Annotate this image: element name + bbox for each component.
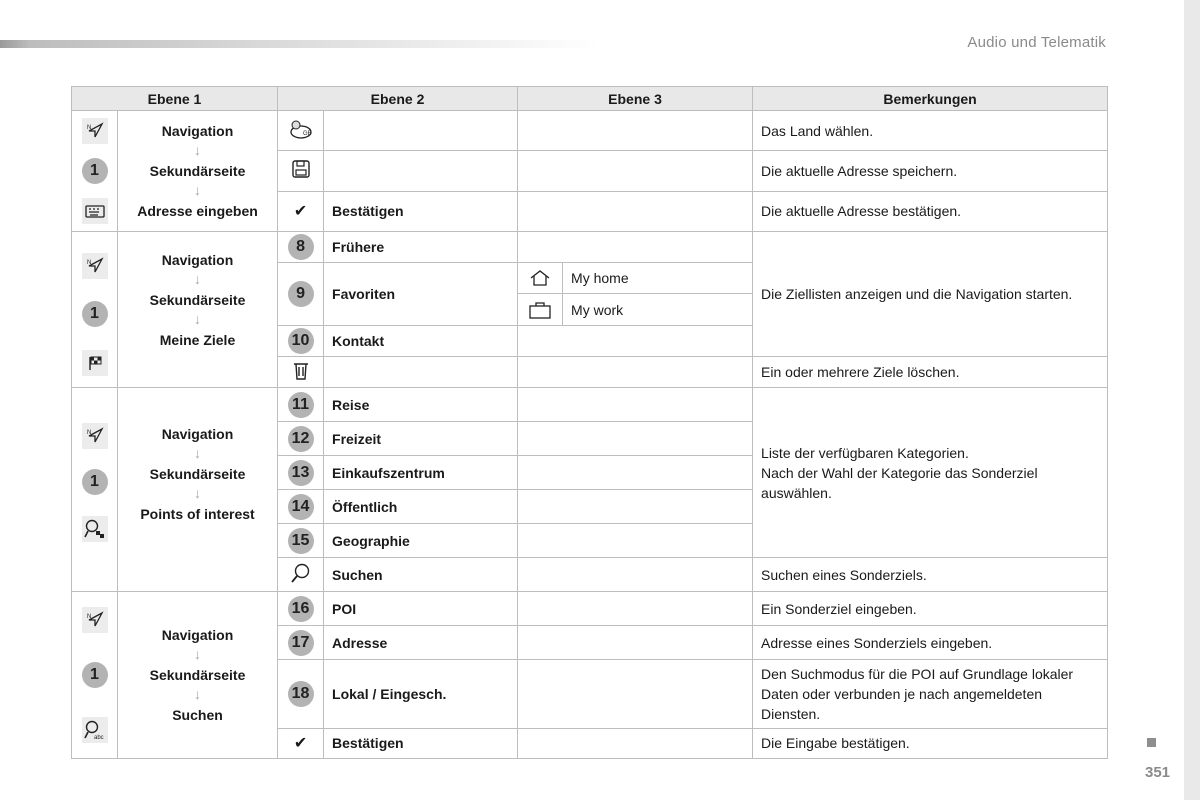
arrow-down-icon: ↓: [194, 181, 201, 198]
list-item: [518, 263, 752, 294]
remark-cell: [753, 388, 1108, 558]
poi-search-icon: [82, 516, 108, 542]
level2-number-cell: [278, 263, 324, 326]
remark-cell: Das Land wählen.: [753, 111, 1108, 151]
level2-number-cell: [278, 592, 324, 626]
level2-icon-cell: [278, 191, 324, 231]
badge-1: 1: [82, 469, 108, 495]
level3-cell: [518, 660, 753, 728]
svg-text:N: N: [86, 260, 91, 267]
badge-number: 16: [288, 596, 314, 622]
keyboard-icon: [82, 198, 108, 224]
level2-icon-cell: [278, 151, 324, 191]
home-icon: [518, 263, 563, 294]
badge-number: 12: [288, 426, 314, 452]
level1-navigation: Navigation: [161, 122, 234, 139]
remark-cell: Den Suchmodus für die POI auf Grundlage lokaler Daten oder verbunden je nach angemeldeten Diensten.: [753, 660, 1108, 728]
remark-cell: Die Eingabe bestätigen.: [753, 728, 1108, 758]
level3-cell: [518, 151, 753, 191]
level2-number-cell: [278, 626, 324, 660]
page-number: 351: [1145, 764, 1171, 781]
section-title: Audio und Telematik: [967, 34, 1106, 51]
table-row: [72, 388, 1108, 422]
level2-label: Freizeit: [324, 422, 518, 456]
table-row: [72, 232, 1108, 263]
badge-number: 10: [288, 328, 314, 354]
level1-icons: [72, 111, 118, 232]
svg-text:N: N: [86, 125, 91, 131]
level1-sekundaerseite: Sekundärseite: [149, 162, 246, 179]
level2-label: [324, 357, 518, 388]
navigation-arrow-icon: [82, 423, 108, 449]
menu-table: [71, 86, 1108, 759]
svg-text:GB: GB: [302, 131, 312, 138]
header-ebene-3: Ebene 3: [518, 87, 753, 111]
check-icon: ✔: [293, 735, 308, 753]
level1-navigation: Navigation: [161, 426, 234, 442]
navigation-arrow-icon: [82, 253, 108, 279]
level1-path: [118, 111, 278, 232]
svg-text:N: N: [86, 613, 91, 620]
svg-text:N: N: [86, 429, 91, 436]
level1-navigation: Navigation: [161, 252, 234, 268]
remark-line: Liste der verfügbaren Kategorien.: [761, 444, 969, 461]
level3-cell: [518, 490, 753, 524]
badge-1: 1: [82, 662, 108, 688]
level2-number-cell: [278, 660, 324, 728]
level1-path: [118, 232, 278, 388]
remark-cell: Die Ziellisten anzeigen und die Navigation starten.: [753, 232, 1108, 357]
remark-cell: Adresse eines Sonderziels eingeben.: [753, 626, 1108, 660]
level2-label: Geographie: [324, 524, 518, 558]
table-header-row: [72, 87, 1108, 111]
level2-label: POI: [324, 592, 518, 626]
level2-icon-cell: [278, 558, 324, 592]
remark-cell: Ein oder mehrere Ziele löschen.: [753, 357, 1108, 388]
level3-cell: [518, 592, 753, 626]
text-search-icon: [82, 717, 108, 743]
level1-sekundaerseite: Sekundärseite: [149, 666, 246, 683]
arrow-down-icon: ↓: [194, 645, 201, 662]
level2-number-cell: [278, 232, 324, 263]
level1-icons: [72, 232, 118, 388]
level2-number-cell: [278, 422, 324, 456]
level2-label: Einkaufszentrum: [324, 456, 518, 490]
arrow-down-icon: ↓: [194, 445, 201, 461]
badge-number: 11: [288, 392, 314, 418]
level2-label: Frühere: [324, 232, 518, 263]
level1-target: Adresse eingeben: [137, 202, 258, 219]
flag-icon: [82, 350, 108, 376]
list-item: [518, 294, 752, 325]
level2-label: Reise: [324, 388, 518, 422]
badge-number: 17: [288, 630, 314, 656]
level3-cell: [518, 357, 753, 388]
level1-navigation: Navigation: [161, 626, 234, 643]
briefcase-icon: [518, 294, 563, 325]
badge-number: 14: [288, 494, 314, 520]
remark-line: Nach der Wahl der Kategorie das Sonderziel auswählen.: [761, 464, 1038, 501]
arrow-down-icon: ↓: [194, 311, 201, 327]
table-row: [72, 592, 1108, 626]
arrow-down-icon: ↓: [194, 271, 201, 287]
header-ebene-1: Ebene 1: [72, 87, 278, 111]
level3-cell: [518, 388, 753, 422]
badge-1: 1: [82, 158, 108, 184]
level1-icons: [72, 592, 118, 759]
level2-number-cell: [278, 456, 324, 490]
level3-cell: [518, 728, 753, 758]
globe-flag-icon: [288, 118, 314, 140]
remark-cell: Suchen eines Sonderziels.: [753, 558, 1108, 592]
level2-label: [324, 151, 518, 191]
level2-number-cell: [278, 524, 324, 558]
remark-cell: Ein Sonderziel eingeben.: [753, 592, 1108, 626]
level2-number-cell: [278, 326, 324, 357]
level3-cell: [518, 232, 753, 263]
edge-strip: [1184, 0, 1200, 800]
remark-cell: Die aktuelle Adresse bestätigen.: [753, 191, 1108, 231]
table-row: [72, 111, 1108, 151]
level1-target: Suchen: [172, 706, 223, 723]
header-ebene-2: Ebene 2: [278, 87, 518, 111]
level1-path: [118, 592, 278, 759]
navigation-arrow-icon: [82, 607, 108, 633]
header-rule: [0, 40, 600, 48]
arrow-down-icon: ↓: [194, 141, 201, 158]
level3-cell: [518, 456, 753, 490]
svg-text:abc: abc: [93, 735, 104, 742]
level1-target: Meine Ziele: [159, 332, 236, 348]
badge-1: 1: [82, 301, 108, 327]
level3-cell: [518, 626, 753, 660]
level3-cell: [518, 558, 753, 592]
level2-number-cell: [278, 388, 324, 422]
level3-cell: [518, 524, 753, 558]
level3-cell: [518, 422, 753, 456]
trash-icon: [292, 361, 310, 381]
level3-cell: [518, 111, 753, 151]
favorite-work-label: My work: [571, 301, 624, 318]
badge-number: 15: [288, 528, 314, 554]
navigation-arrow-icon: [82, 118, 108, 144]
remark-cell: Die aktuelle Adresse speichern.: [753, 151, 1108, 191]
level3-cell: [518, 326, 753, 357]
arrow-down-icon: ↓: [194, 485, 201, 501]
level1-icons: [72, 388, 118, 592]
level1-target: Points of interest: [140, 506, 255, 522]
badge-number: 18: [288, 681, 314, 707]
page-marker: [1147, 738, 1156, 747]
search-icon: [290, 562, 312, 584]
arrow-down-icon: ↓: [194, 685, 201, 702]
level2-label: [324, 111, 518, 151]
header-bemerkungen: Bemerkungen: [753, 87, 1108, 111]
level2-label: Suchen: [324, 558, 518, 592]
level2-label: Kontakt: [324, 326, 518, 357]
level2-label: Lokal / Eingesch.: [324, 660, 518, 728]
level2-label: Favoriten: [324, 263, 518, 326]
level2-number-cell: [278, 490, 324, 524]
level3-cell: [518, 263, 753, 326]
badge-number: 9: [288, 281, 314, 307]
level1-sekundaerseite: Sekundärseite: [149, 466, 246, 482]
level2-label: Bestätigen: [324, 191, 518, 231]
favorite-home-label: My home: [571, 270, 629, 286]
level2-icon-cell: [278, 728, 324, 758]
level1-sekundaerseite: Sekundärseite: [149, 292, 246, 308]
level3-cell: [518, 191, 753, 231]
level2-icon-cell: [278, 111, 324, 151]
level1-path: [118, 388, 278, 592]
badge-number: 8: [288, 234, 314, 260]
level2-label: Bestätigen: [324, 728, 518, 758]
level2-label: Adresse: [324, 626, 518, 660]
level2-label: Öffentlich: [324, 490, 518, 524]
save-icon: [291, 159, 311, 179]
level2-icon-cell: [278, 357, 324, 388]
check-icon: ✔: [293, 203, 308, 221]
badge-number: 13: [288, 460, 314, 486]
